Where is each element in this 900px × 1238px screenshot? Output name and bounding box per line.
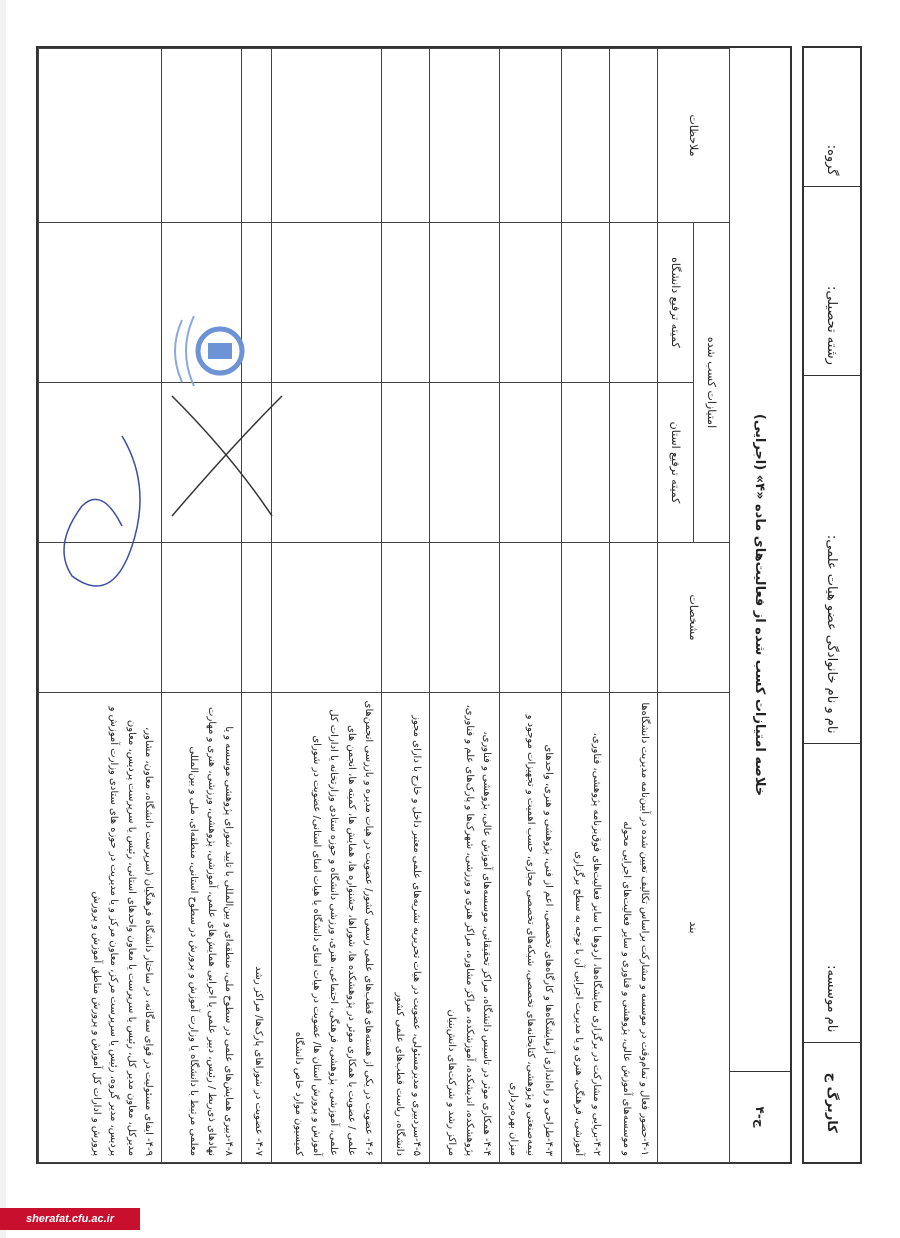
table-row <box>610 49 658 1163</box>
row-text: ۴-۹- ایفای مسئولیت در قوای سه‌گانه، در ساختار دانشگاه فرهنگیان (سرپرست دانشگاه، معاون، مشاور، مدیرکل، معاون مدیر کل، رئیس یا سرپرست یا معاون واحدهای استانی، رئیس یا سرپرست پردیس، معاون پردیس، مدیر گروه، رئیس یا سرپرست مرکز، معاون مرکز و یا مدیریت در حوزه های ستادی وزارت آموزش و پرورش و ادارات کل آموزش و پرورش مناطق آموزش و پرورش <box>39 693 163 1163</box>
form-page <box>36 46 862 1164</box>
row-text: ۴-۸-دبیری همایش‌های علمی در سطوح ملی، منطقه‌ای و بین‌المللی با تایید شورای پژوهشی موسسه و یا نهادهای ذی‌ربط / رئیس، دبیر علمی یا اجرایی همایش‌های علمی، آموزشی، پژوهشی، ورزشی، هنری و مهارت معلمی مرتبط با دانشگاه یا وزارت آموزش و پرورش در سطوح استانی، منطقه‌ای، ملی و بین‌المللی <box>162 693 242 1163</box>
row-text: ۴-۶- عضویت در یکی از هسته‌های قطب‌های علمی رسمی کشور/ عضویت در هیات مدیره و بازرسی انجمن‌های علمی / عضویت یا همکاری موثر در پژوهشکده ها، شوراها، جشنواره ها، همایش ها، کمیته ها، انجمن های علمی، آموزشی، پژوهشی، فرهنگی، اجتماعی، هنری، ورزشی دانشگاه و حوزه ستادی وزارتخانه یا ادارات کل آموزش و پرورش استان ها/ عضویت در هیات امنای دانشگاه یا هیات امنای استانی/ عضویت در شورای کمیسیون موارد خاص دانشگاه <box>272 693 382 1163</box>
form-header <box>802 46 862 1164</box>
header-points: امتیازات کسب شده <box>694 223 730 543</box>
group-label: گروه: <box>824 144 840 176</box>
table-code: ج-۴ <box>730 1071 790 1162</box>
table-row <box>430 49 500 1163</box>
row-text: ۴-۵-سردبیری و مدیرمسئولی، عضویت در هیات تحریریه نشریه‌های علمی معتبر داخل و خارج با دارای مجوز دانشگاه، ریاست قطب‌های علمی کشور <box>382 693 430 1163</box>
table-row <box>500 49 562 1163</box>
header-university: کمیته ترفیع دانشگاه <box>658 223 694 383</box>
scan-edge <box>0 0 6 1238</box>
row-text: ۴-۳-طراحی و راه‌اندازی آزمایشگاه‌ها و کارگاه‌های تخصصی، اعم از فنی، پژوهشی و هنری، واحدهای نیمه‌صنعتی و پژوهشی، کتابخانه‌های تخصصی، شبکه‌های تخصصی مجازی، حسب اهمیت و تجهیزات موجود و میزان بهره‌برداری <box>500 693 562 1163</box>
table-row <box>242 49 272 1163</box>
form-code: کاربرگ ج <box>804 1042 860 1162</box>
field-label: رشته تحصیلی: <box>804 186 860 375</box>
rotated-form <box>36 46 862 1164</box>
table-row <box>162 49 242 1163</box>
table-row <box>382 49 430 1163</box>
table-row <box>562 49 610 1163</box>
signature-blue-icon <box>42 426 162 626</box>
table-title-row <box>729 48 790 1162</box>
header-notes: ملاحظات <box>658 49 730 223</box>
site-watermark: sherafat.cfu.ac.ir <box>0 1208 140 1230</box>
row-text: ۴-۷- عضویت در شوراهای پارک‌ها/ مراکز رشد <box>242 693 272 1163</box>
row-text: ۴-۱-حضور فعال و تمام‌وقت در موسسه و مشارکت براساس تکالیف تعیین شده در آیین‌نامه مدیریت دانشگاه‌ها و موسسه‌های آموزش عالی، پژوهشی و فناوری و سایر فعالیت‌های اجرایی محوله <box>610 693 658 1163</box>
table-title: خلاصه امتیازات کسب شده از فعالیت‌های ماده «۴» (اجرایی) <box>752 413 768 797</box>
table-row <box>272 49 382 1163</box>
row-text: ۴-۴- همکاری موثر در تاسیس دانشگاه، مراکز تحقیقاتی، موسسه‌های آموزش عالی، پژوهشی و فناوری، پژوهشکده، اندیشکده، آموزشکده، مراکز مشاوره، مراکز هنری و ورزشی، شهرک‌ها و پارک‌های علم و فناوری، مراکز رشد و شرکت‌های دانش‌بنیان <box>430 693 500 1163</box>
header-band: بند <box>658 693 730 1163</box>
member-name-label: نام و نام خانوادگی عضو هیات علمی: <box>804 375 860 744</box>
header-spec: مشخصات <box>658 543 730 693</box>
header-province: کمیته ترفیع استان <box>658 383 694 543</box>
row-text: ۴-۲-برپایی و مشارکت در برگزاری نمایشگاه‌ها، اردوها یا سایر فعالیت‌های فوق‌برنامه پژوهشی، فناوری، آموزشی، فرهنگی، هنری و یا مدیریت اجرایی آن با توجه به سطح برگزاری <box>562 693 610 1163</box>
signature-cross-icon <box>152 376 302 536</box>
institution-label: نام موسسه: <box>804 743 860 1042</box>
